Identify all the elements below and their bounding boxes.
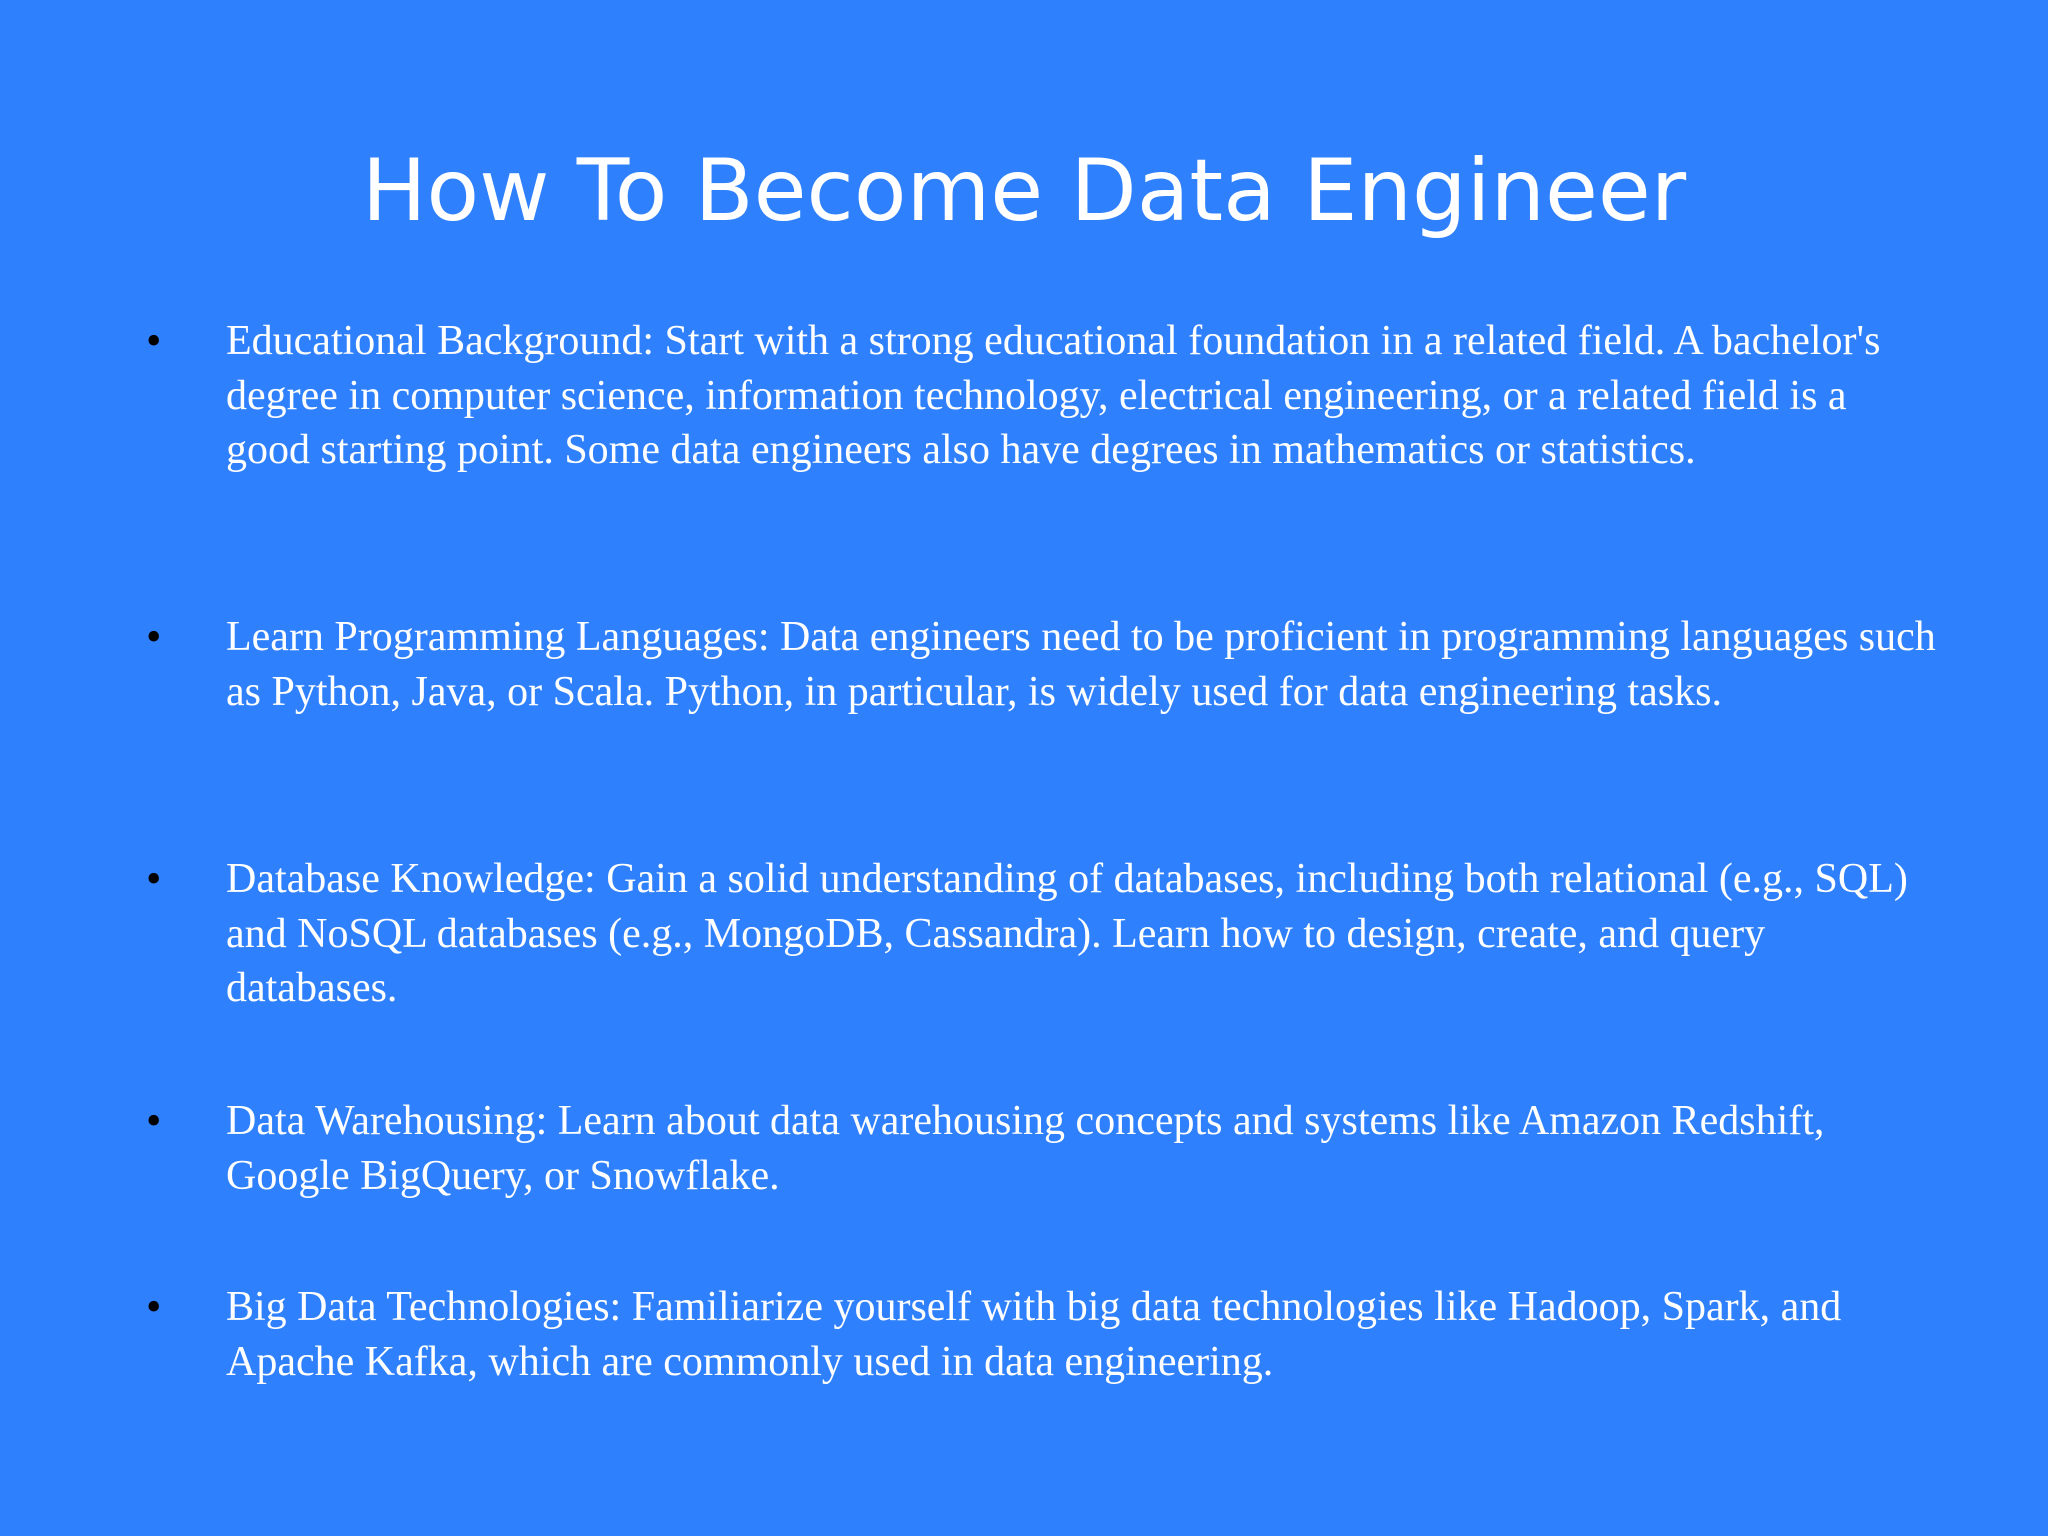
bullet-text: Big Data Technologies: Familiarize yourself with big data technologies like Hadoop, Spark, and Apache Kafka, which are commonly used in data engineering. <box>226 1284 1842 1385</box>
bullet-text: Learn Programming Languages: Data engineers need to be proficient in programming languages such as Python, Java, or Scala. Python, in particular, is widely used for data engineering tasks. <box>226 614 1936 715</box>
bullet-icon: • <box>146 316 162 365</box>
bullet-icon: • <box>146 854 162 903</box>
bullet-text: Database Knowledge: Gain a solid understanding of databases, including both relational (e.g., SQL) and NoSQL databases (e.g., MongoDB, Cassandra). Learn how to design, create, and query databases. <box>226 856 1908 1011</box>
bullet-icon: • <box>146 1096 162 1145</box>
bullet-text: Educational Background: Start with a strong educational foundation in a related field. A bachelor's degree in computer science, information technology, electrical engineering, or a related field is a good starting point. Some data engineers also have degrees in mathematics or statistics. <box>226 318 1881 473</box>
bullet-icon: • <box>146 1282 162 1331</box>
bullet-icon: • <box>146 612 162 661</box>
slide-title: How To Become Data Engineer <box>361 141 1687 241</box>
bullet-text: Data Warehousing: Learn about data warehousing concepts and systems like Amazon Redshift, Google BigQuery, or Snowflake. <box>226 1098 1825 1199</box>
